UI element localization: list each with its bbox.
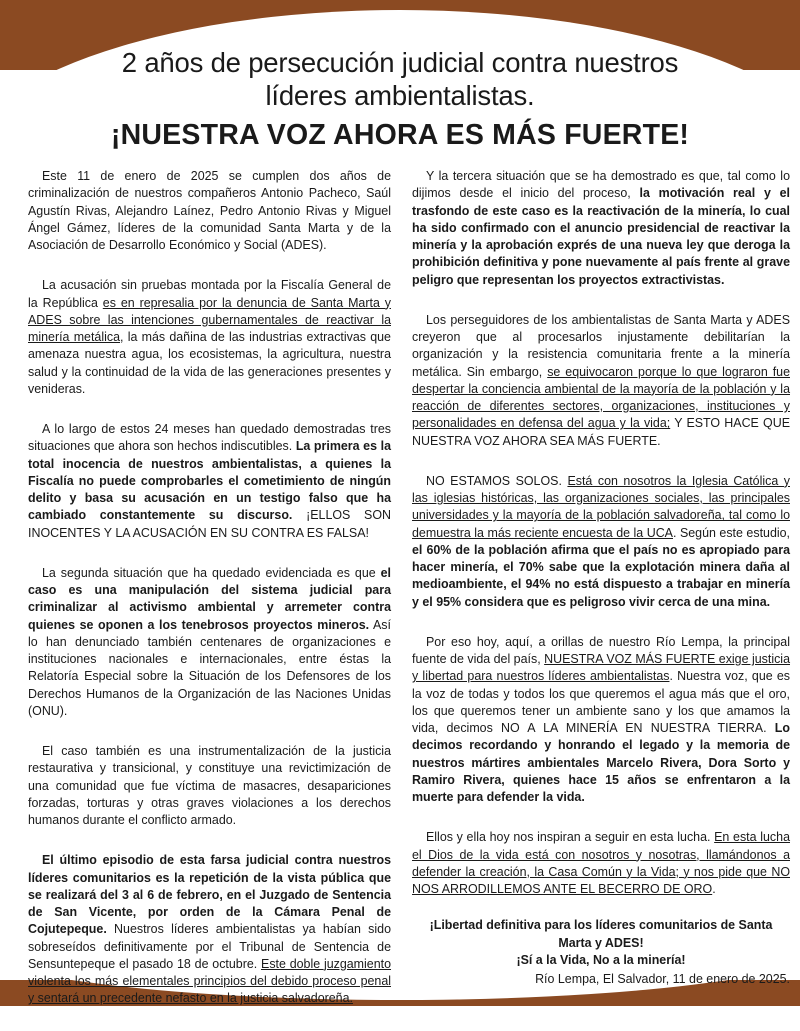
paragraph-accusation: La acusación sin pruebas montada por la Fiscalía General de la República es en represalia por la denuncia de Santa Marta y ADES sobre las intenciones gubernamentales de reactivar la minería metálica, la más dañina de las industrias extractivas que amenaza nuestra agua, los ecosistemas, la agricultura, nuestra salud y la continuidad de la vida de las generaciones presentes y venideras.: [28, 278, 391, 396]
paragraph-first-situation: A lo largo de estos 24 meses han quedado demostradas tres situaciones que ahora son hechos indiscutibles. La primera es la total inocencia de nuestros ambientalistas, a quienes la Fiscalía no puede comprobarles el cometimiento de ningún delito y basa su acusación en un testigo falso que ha cambiado constantemente su discurso. ¡ELLOS SON INOCENTES Y LA ACUSACIÓN EN SU CONTRA ES FALSA!: [28, 422, 391, 540]
right-column: [412, 168, 790, 988]
paragraph-rio-lempa: Por eso hoy, aquí, a orillas de nuestro Río Lempa, la principal fuente de vida del país, NUESTRA VOZ MÁS FUERTE exige justicia y libertad para nuestros líderes ambientalistas. Nuestra voz, que es la voz de todas y todos los que queremos el agua más que el oro, los que queremos tener un ambiente sano y los que amamos la vida, decimos NO A LA MINERÍA EN NUESTRA TIERRA. Lo decimos recordando y honrando el legado y la memoria de nuestros mártires ambientales Marcelo Rivera, Dora Sorto y Ramiro Rivera, quienes hace 15 años se enfrentaron a la muerte para defender la vida.: [412, 634, 790, 804]
paragraph-anniversary: Este 11 de enero de 2025 se cumplen dos años de criminalización de nuestros compañeros Antonio Pacheco, Saúl Agustín Rivas, Alejandro Laínez, Pedro Antonio Rivas y Miguel Ángel Gámez, líderes de la comunidad Santa Marta y de la Asociación de Desarrollo Económico y Social (ADES).: [28, 169, 391, 252]
page-title: [40, 46, 760, 154]
paragraph-second-situation: La segunda situación que ha quedado evidenciada es que el caso es una manipulación del sistema judicial para criminalizar al activismo ambiental y arremeter contra quienes se oponen a los tenebrosos proyectos mineros. Así lo han denunciado también centenares de organizaciones e instituciones nacionales e internacionales, entre éstas la Relatoría Especial sobre la Situación de los Defensores de los Derechos Humanos de la Organización de las Naciones Unidas (ONU).: [28, 565, 391, 718]
paragraph-not-alone: NO ESTAMOS SOLOS. Está con nosotros la Iglesia Católica y las iglesias históricas, las organizaciones sociales, las principales universidades y la mayoría de la población salvadoreña, tal como lo demuestra la más reciente encuesta de la UCA. Según este estudio, el 60% de la población afirma que el país no es apropiado para hacer minería, el 70% sabe que la explotación minera daña al medioambiente, el 94% no está dispuesto a trabajar en minería y el 95% considera que es peligroso vivir cerca de una mina.: [412, 473, 790, 609]
title-line-1: 2 años de persecución judicial contra nuestros: [121, 47, 679, 78]
paragraph-third-situation: Y la tercera situación que se ha demostrado es que, tal como lo dijimos desde el inicio del proceso, la motivación real y el trasfondo de este caso es la reactivación de la minería, lo cual ha sido confirmado con el anuncio presidencial de reactivar la minería y la aprobación exprés de una nueva ley que deroga la prohibición definitiva y pone nuevamente al país frente al grave peligro que representan los proyectos extractivistas.: [412, 169, 790, 287]
closing-slogans: [412, 917, 790, 970]
title-slogan: ¡NUESTRA VOZ AHORA ES MÁS FUERTE!: [110, 119, 690, 151]
paragraph-inspiration: Ellos y ella hoy nos inspiran a seguir en esta lucha. En esta lucha el Dios de la vida está con nosotros y nosotras, llamándonos a defender la creación, la Casa Común y la Vida; y nos pide que NO NOS ARRODILLEMOS ANTE EL BECERRO DE ORO.: [412, 830, 790, 896]
closing-life: ¡Sí a la Vida, No a la minería!: [516, 953, 686, 968]
place-date: Río Lempa, El Salvador, 11 de enero de 2025.: [535, 971, 790, 986]
paragraph-last-episode: El último episodio de esta farsa judicial contra nuestros líderes comunitarios es la repetición de la vista pública que se realizará del 3 al 6 de febrero, en el Juzgado de Sentencia de San Vicente, por orden de la Cámara Penal de Cojutepeque. Nuestros líderes ambientalistas ya habían sido sobreseídos definitivamente por el Tribunal de Sentencia de Sensuntepeque el pasado 18 de octubre. Este doble juzgamiento violenta los más elementales principios del debido proceso penal y sentará un precedente nefasto en la justicia salvadoreña.: [28, 853, 392, 1006]
title-line-2: líderes ambientalistas.: [265, 80, 535, 111]
closing-freedom: ¡Libertad definitiva para los líderes comunitarios de Santa Marta y ADES!: [429, 918, 773, 950]
left-column: [28, 168, 391, 1031]
paragraph-instrumentalization: El caso también es una instrumentalización de la justicia restaurativa y transicional, y constituye una revictimización de una comunidad que fue víctima de masacres, desapariciones forzadas, torturas y otras graves violaciones a los derechos humanos durante el conflicto armado.: [28, 744, 391, 827]
paragraph-persecutors: Los perseguidores de los ambientalistas de Santa Marta y ADES creyeron que al procesarlos injustamente debilitarían la organización y la resistencia comunitaria frente a la minería metálica. Sin embargo, se equivocaron porque lo que lograron fue despertar la conciencia ambiental de la mayoría de la población y la reacción de diferentes sectores, organizaciones, instituciones y personalidades en defensa del agua y la vida; Y ESTO HACE QUE NUESTRA VOZ AHORA SEA MÁS FUERTE.: [412, 312, 790, 448]
